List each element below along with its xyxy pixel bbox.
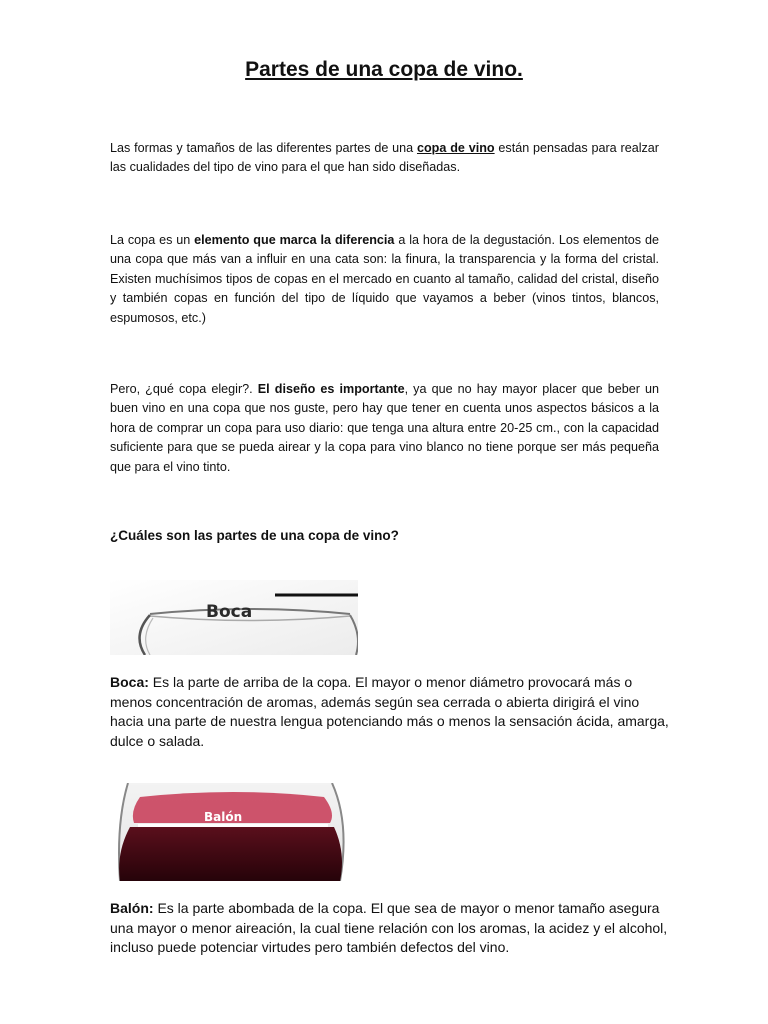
diseno-text-start: Pero, ¿qué copa elegir?. bbox=[110, 382, 258, 396]
balon-image-label: Balón bbox=[204, 810, 243, 824]
diseno-paragraph bbox=[110, 380, 659, 477]
boca-image bbox=[110, 580, 358, 655]
balon-description bbox=[110, 899, 670, 958]
diseno-bold: El diseño es importante bbox=[257, 382, 405, 396]
boca-image-label: Boca bbox=[206, 602, 253, 622]
copa-de-vino-link[interactable]: copa de vino bbox=[416, 141, 495, 155]
diferencia-paragraph bbox=[110, 231, 659, 328]
document-title: Partes de una copa de vino. bbox=[245, 58, 523, 81]
balon-text: Es la parte abombada de la copa. El que sea de mayor o menor tamaño asegura una mayor o menor aireación, la cual tiene relación con los aromas, la acidez y el alcohol, incluso puede potenciar virtudes pero también defectos del vino. bbox=[110, 900, 668, 956]
diferencia-text-end: a la hora de la degustación. Los elementos de una copa que más van a influir en una cata son: la finura, la transparencia y la forma del cristal. Existen muchísimos tipos de copas en el mercado en cuanto al tamaño, calidad del cristal, diseño y también copas en función del tipo de líquido que vayamos a beber (vinos tintos, blancos, espumosos, etc.) bbox=[110, 233, 659, 325]
balon-term: Balón: bbox=[110, 900, 154, 916]
intro-text-end: están pensadas para realzar las cualidades del tipo de vino para el que han sido diseñadas. bbox=[110, 141, 659, 175]
boca-description bbox=[110, 673, 670, 751]
diferencia-text-start: La copa es un bbox=[110, 233, 195, 247]
intro-paragraph bbox=[110, 139, 659, 178]
diseno-text-end: , ya que no hay mayor placer que beber un buen vino en una copa que nos guste, pero hay que tener en cuenta unos aspectos básicos a la hora de comprar un copa para uso diario: que tenga una altura entre 20-25 cm., con la capacidad suficiente para que se pueda airear y la copa para vino blanco no tiene porque ser más pequeña que para el vino tinto. bbox=[110, 382, 660, 474]
diferencia-bold: elemento que marca la diferencia bbox=[194, 233, 395, 247]
boca-text: Es la parte de arriba de la copa. El mayor o menor diámetro provocará más o menos concentración de aromas, además según sea cerrada o abierta dirigirá el vino hacia una parte de nuestra lengua potenciando más o menos la sensación ácida, amarga, dulce o salada. bbox=[110, 674, 669, 749]
balon-image bbox=[110, 783, 357, 881]
boca-term: Boca: bbox=[110, 674, 149, 690]
intro-text-start: Las formas y tamaños de las diferentes partes de una bbox=[110, 141, 417, 155]
section-heading: ¿Cuáles son las partes de una copa de vino? bbox=[110, 528, 399, 543]
